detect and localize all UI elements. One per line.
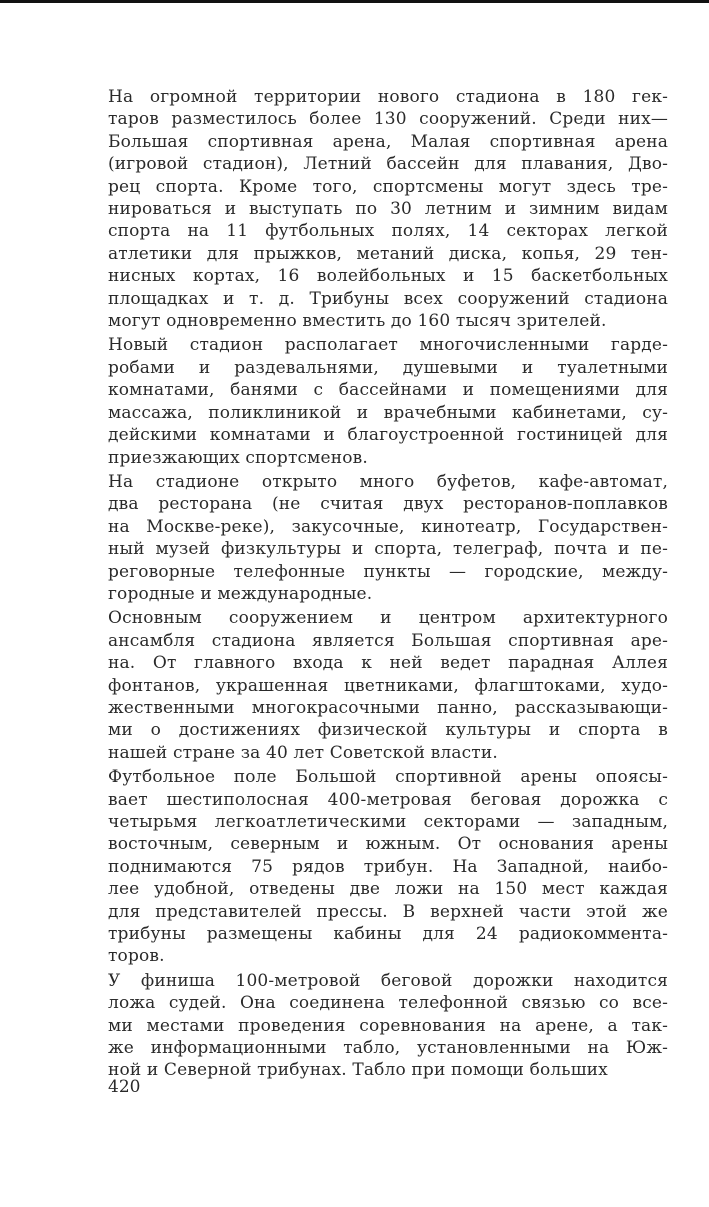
text-line: Основным сооружением и центром архитектурного: [108, 608, 668, 629]
paragraph: [108, 766, 668, 968]
text-line: ми местами проведения соревнования на арене, а так-: [108, 1015, 668, 1036]
text-line: лее удобной, отведены две ложи на 150 мест каждая: [108, 879, 668, 900]
text-line: робами и раздевальнями, душевыми и туалетными: [108, 357, 668, 378]
text-line: на Москве-реке), закусочные, кинотеатр, Государствен-: [108, 516, 668, 537]
text-line: приезжающих спортсменов.: [108, 447, 368, 468]
text-line: На стадионе открыто много буфетов, кафе-автомат,: [108, 471, 668, 492]
paragraph: [108, 970, 668, 1082]
text-line: Большая спортивная арена, Малая спортивная арена: [108, 131, 668, 152]
text-line: торов.: [108, 946, 165, 967]
text-line: У финиша 100-метровой беговой дорожки находится: [108, 970, 668, 991]
paragraph: [108, 334, 668, 468]
text-line: могут одновременно вместить до 160 тысяч зрителей.: [108, 311, 607, 332]
text-line: ансамбля стадиона является Большая спортивная аре-: [108, 630, 668, 651]
text-line: массажа, поликлиникой и врачебными кабинетами, су-: [108, 402, 668, 423]
text-line: же информационными табло, установленными на Юж-: [108, 1038, 668, 1059]
text-line: нашей стране за 40 лет Советской власти.: [108, 742, 498, 763]
text-line: два ресторана (не считая двух ресторанов-поплавков: [108, 494, 668, 515]
text-line: фонтанов, украшенная цветниками, флагштоками, худо-: [108, 675, 668, 696]
text-line: ной и Северной трибунах. Табло при помощи больших: [108, 1060, 608, 1081]
paragraph: [108, 607, 668, 764]
text-line: четырьмя легкоатлетическими секторами — западным,: [108, 812, 668, 832]
text-line: реговорные телефонные пункты — городские, между-: [108, 561, 668, 582]
text-line: восточным, северным и южным. От основания арены: [108, 834, 668, 855]
text-line: жественными многокрасочными панно, рассказывающи-: [108, 697, 668, 718]
text-line: дейскими комнатами и благоустроенной гостиницей для: [108, 425, 668, 446]
paragraph: [108, 86, 668, 332]
text-line: рец спорта. Кроме того, спортсмены могут здесь тре-: [108, 176, 668, 197]
text-line: на. От главного входа к ней ведет парадная Аллея: [108, 653, 668, 674]
text-line: вает шестиполосная 400-метровая беговая дорожка с: [108, 789, 668, 810]
text-line: (игровой стадион), Летний бассейн для плавания, Дво-: [108, 154, 668, 175]
text-line: нисных кортах, 16 волейбольных и 15 баскетбольных: [108, 266, 668, 287]
text-line: нироваться и выступать по 30 летним и зимним видам: [108, 199, 668, 220]
text-line: городные и международные.: [108, 583, 373, 604]
text-line: для представителей прессы. В верхней части этой же: [108, 901, 668, 922]
body-text: [108, 86, 668, 1084]
text-line: Футбольное поле Большой спортивной арены опоясы-: [108, 767, 668, 788]
text-line: трибуны размещены кабины для 24 радиокоммента-: [108, 924, 668, 945]
text-line: таров разместилось более 130 сооружений. Среди них—: [108, 109, 668, 130]
text-line: ми о достижениях физической культуры и спорта в: [108, 720, 668, 741]
text-line: На огромной территории нового стадиона в 180 гек-: [108, 87, 668, 107]
text-line: атлетики для прыжков, метаний диска, копья, 29 тен-: [108, 243, 668, 264]
text-line: комнатами, банями с бассейнами и помещениями для: [108, 380, 668, 401]
text-line: спорта на 11 футбольных полях, 14 секторах легкой: [108, 221, 668, 242]
text-line: площадках и т. д. Трибуны всех сооружений стадиона: [108, 288, 668, 309]
text-line: поднимаются 75 рядов трибун. На Западной, наибо-: [108, 856, 668, 877]
page-number: 420: [108, 1077, 141, 1097]
text-line: Новый стадион располагает многочисленными гарде-: [108, 335, 668, 356]
text-line: ложа судей. Она соединена телефонной связью со все-: [108, 993, 668, 1014]
paragraph: [108, 471, 668, 605]
text-line: ный музей физкультуры и спорта, телеграф, почта и пе-: [108, 539, 668, 560]
